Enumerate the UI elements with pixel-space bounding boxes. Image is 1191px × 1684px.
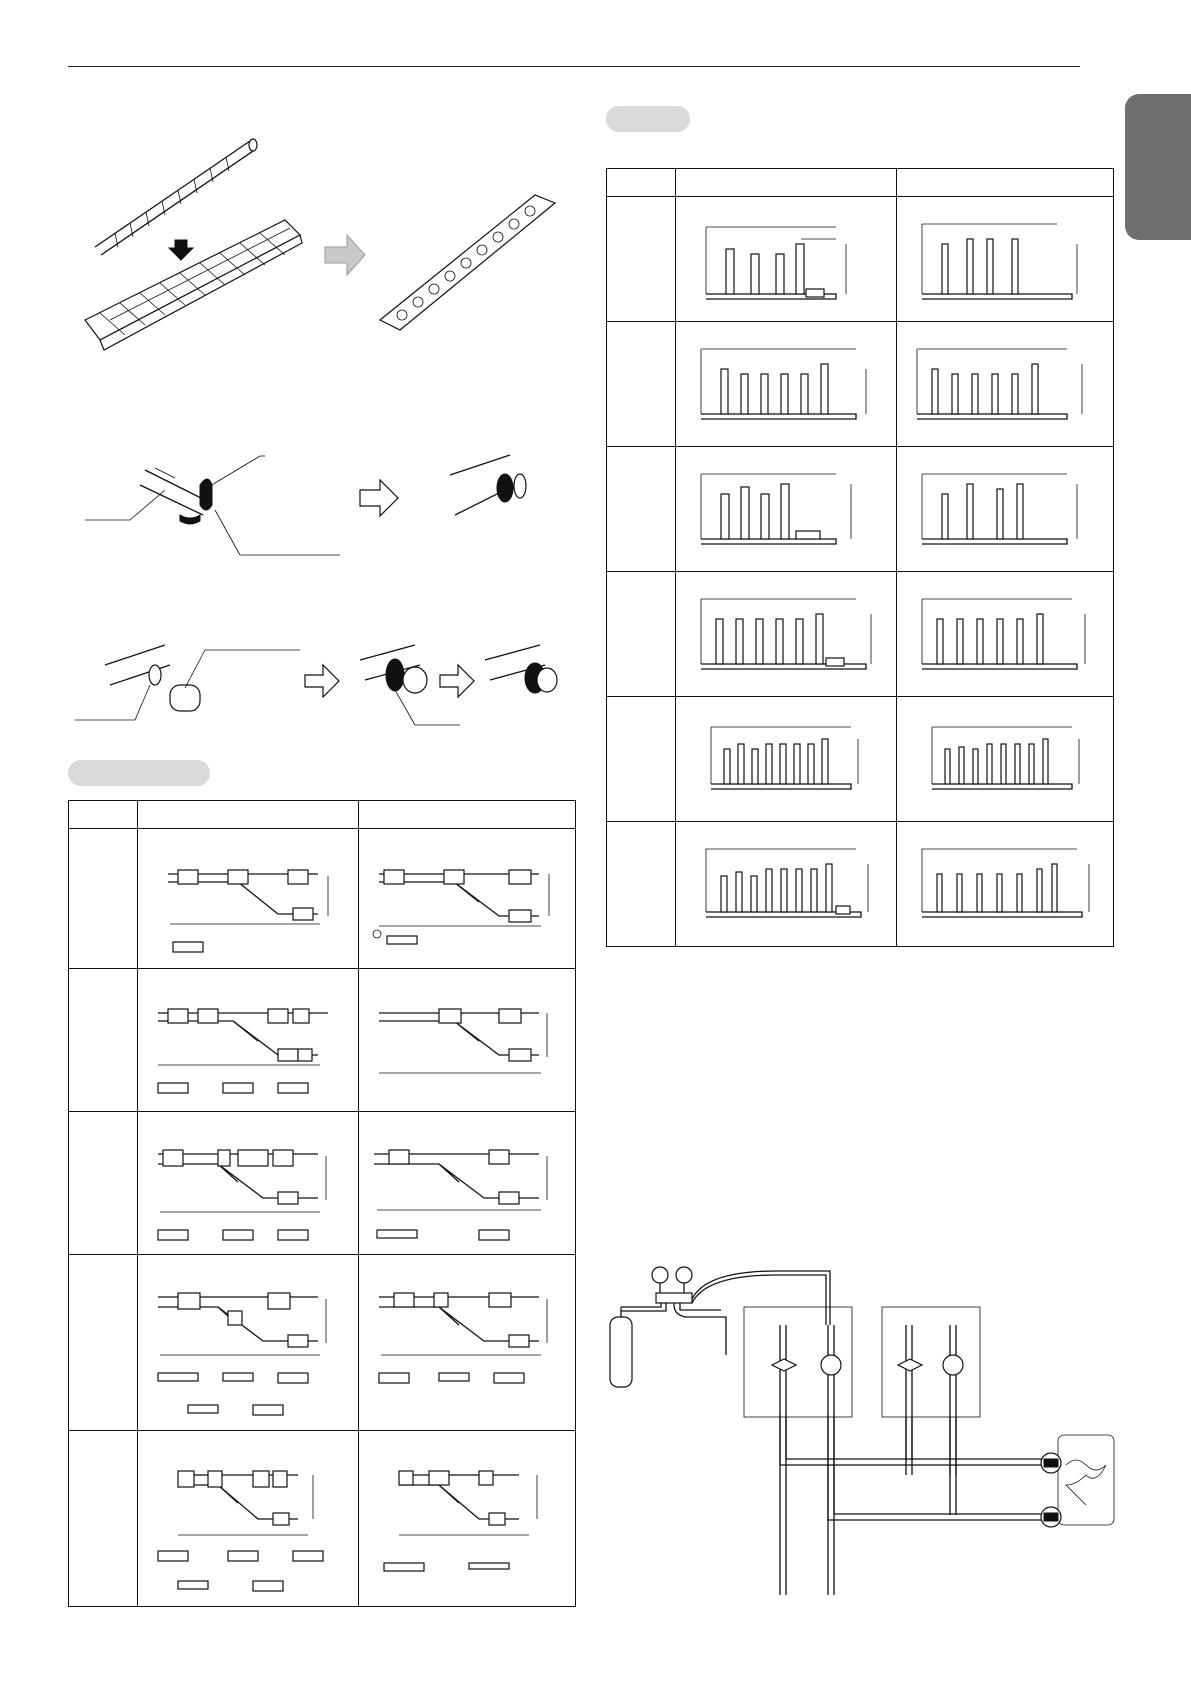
header-diagram [897,324,1113,444]
manifold-gauge-svg [606,1265,1116,1595]
col-header-model [69,801,138,829]
row-label [607,572,676,697]
nitrogen-cylinder-icon [610,1317,632,1387]
header-insulation-figure [80,125,570,375]
row-label [69,1431,138,1607]
right-arrow-icon [440,665,474,697]
header-diagram-cell [676,697,897,822]
taping-figure-2 [75,640,575,740]
header-pipe-drawing [95,139,257,255]
branch-diagram-cell [359,1255,576,1431]
header-pipe-table [606,168,1114,947]
branch-diagram-cell [138,969,359,1112]
right-arrow-icon [360,480,398,516]
row-label [69,1255,138,1431]
branch-diagram-cell [359,969,576,1112]
branch-diagram [138,834,354,964]
header-diagram-cell [897,447,1114,572]
branch-diagram [359,1259,575,1427]
header-diagram-cell [897,822,1114,947]
branch-diagram [138,1259,354,1427]
row-label [69,1112,138,1255]
header-insulation-svg [80,125,570,375]
branch-pipe-table [68,800,576,1607]
row-label [69,969,138,1112]
row-label [607,697,676,822]
outdoor-unit-box [1058,1435,1114,1525]
down-arrow-icon [169,240,193,260]
header-diagram-cell [676,322,897,447]
insulation-block-left [85,220,302,350]
right-arrow-icon [305,665,339,697]
branch-diagram [359,1435,575,1603]
right-arrow-icon [325,235,365,275]
col-header-liquid [359,801,576,829]
branch-diagram-cell [359,829,576,969]
branch-diagram [359,1116,575,1251]
header-diagram-cell [897,197,1114,322]
row-label [607,822,676,947]
row-label [607,197,676,322]
branch-diagram [359,973,575,1108]
header-diagram [676,449,892,569]
header-diagram [897,574,1113,694]
header-diagram-cell [897,572,1114,697]
col-header-model [607,169,676,197]
header-diagram-cell [676,572,897,697]
row-label [607,322,676,447]
col-header-gas [138,801,359,829]
col-header-liquid [897,169,1114,197]
header-diagram-cell [676,197,897,322]
top-rule [68,66,1080,67]
branch-diagram-cell [138,1431,359,1607]
header-diagram-cell [897,697,1114,822]
header-diagram-cell [676,822,897,947]
header-diagram [676,574,892,694]
header-diagram [676,199,892,319]
header-diagram [676,699,892,819]
header-diagram [897,449,1113,569]
insulated-header-right [380,195,555,330]
branch-diagram-cell [359,1431,576,1607]
header-diagram-cell [676,447,897,572]
col-header-gas [676,169,897,197]
branch-pipe-pill [68,760,210,786]
branch-diagram [138,973,354,1108]
header-diagram [897,699,1113,819]
branch-diagram-cell [138,1112,359,1255]
branch-diagram [359,834,575,964]
language-side-tab [1125,94,1191,240]
manifold-gauge-figure [606,1265,1116,1595]
taping-svg-2 [75,640,575,740]
branch-diagram [138,1116,354,1251]
row-label [607,447,676,572]
branch-diagram [138,1435,354,1603]
row-label [69,829,138,969]
indoor-unit-box [882,1307,980,1417]
header-diagram [676,324,892,444]
header-diagram-cell [897,322,1114,447]
branch-diagram-cell [138,1255,359,1431]
header-diagram [897,824,1113,944]
high-pressure-gauge-icon [676,1267,692,1283]
taping-svg-1 [85,450,545,560]
low-pressure-gauge-icon [652,1267,668,1283]
header-diagram [676,824,892,944]
branch-diagram-cell [138,829,359,969]
header-diagram [897,199,1113,319]
taping-figure-1 [85,450,545,560]
header-pill [606,106,690,132]
branch-diagram-cell [359,1112,576,1255]
